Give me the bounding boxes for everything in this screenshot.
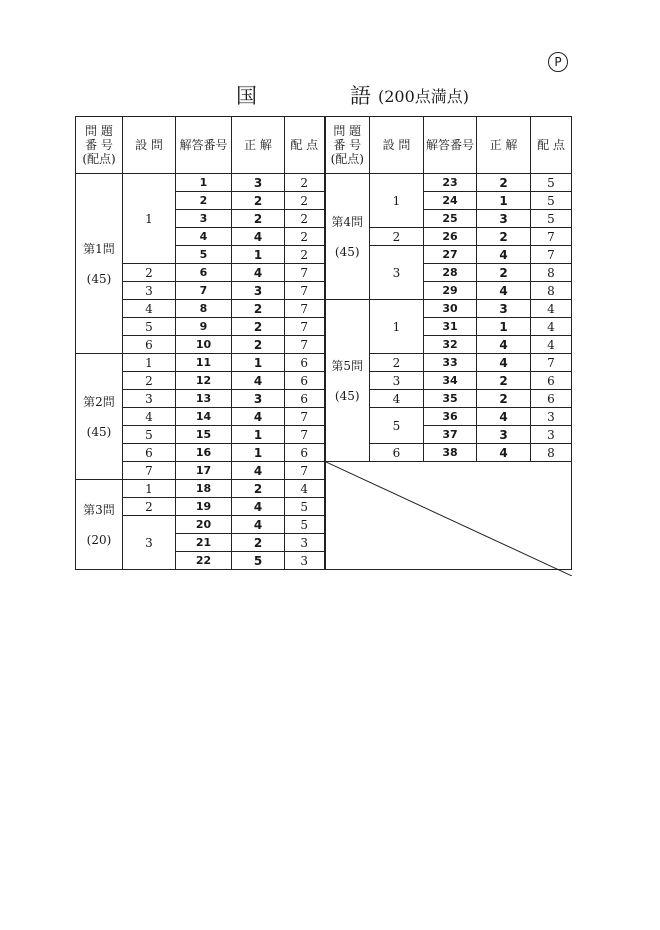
correct-answer: 3 [477, 210, 531, 228]
section-label-s4 [325, 174, 370, 300]
answer-number: 35 [424, 390, 477, 408]
answer-number: 36 [424, 408, 477, 426]
answer-number: 11 [176, 354, 232, 372]
table-row [76, 318, 572, 336]
correct-answer: 4 [477, 354, 531, 372]
answer-number: 17 [176, 462, 232, 480]
section-points: (45) [86, 424, 112, 439]
answer-number: 31 [424, 318, 477, 336]
score: 6 [285, 354, 325, 372]
score: 4 [531, 336, 572, 354]
answer-number: 7 [176, 282, 232, 300]
correct-answer: 4 [232, 228, 285, 246]
score: 8 [531, 444, 572, 462]
answer-number: 12 [176, 372, 232, 390]
table-row [76, 426, 572, 444]
correct-answer: 4 [477, 408, 531, 426]
section-points: (20) [86, 532, 112, 547]
title-subject: 国 [236, 84, 258, 108]
table-row [76, 354, 572, 372]
answer-number: 20 [176, 516, 232, 534]
correct-answer: 1 [477, 318, 531, 336]
question-number: 3 [370, 246, 424, 300]
correct-answer: 2 [477, 228, 531, 246]
score: 7 [531, 246, 572, 264]
question-number: 4 [123, 300, 176, 318]
table-row [76, 390, 572, 408]
correct-answer: 2 [232, 318, 285, 336]
table-row [76, 264, 572, 282]
section-points: (45) [334, 244, 360, 259]
answer-number: 25 [424, 210, 477, 228]
section-name: 第3問 [83, 502, 115, 517]
table-row [76, 174, 572, 192]
diagonal-line [326, 462, 572, 576]
table-row [76, 282, 572, 300]
correct-answer: 4 [232, 264, 285, 282]
score: 3 [531, 426, 572, 444]
table-row [76, 462, 572, 480]
score: 7 [531, 354, 572, 372]
question-number: 5 [370, 408, 424, 444]
title-points: (200点満点) [378, 87, 470, 106]
score: 3 [285, 534, 325, 552]
score: 4 [531, 318, 572, 336]
score: 3 [285, 552, 325, 570]
score: 5 [285, 516, 325, 534]
score: 2 [285, 174, 325, 192]
question-number: 2 [123, 372, 176, 390]
correct-answer: 3 [232, 390, 285, 408]
answer-number: 5 [176, 246, 232, 264]
question-number: 6 [123, 444, 176, 462]
answer-number: 22 [176, 552, 232, 570]
correct-answer: 1 [232, 354, 285, 372]
correct-answer: 2 [477, 264, 531, 282]
score: 7 [285, 426, 325, 444]
answer-number: 6 [176, 264, 232, 282]
answer-number: 27 [424, 246, 477, 264]
score: 6 [285, 444, 325, 462]
question-number: 3 [123, 516, 176, 570]
page-title [0, 80, 660, 110]
question-number: 1 [370, 300, 424, 354]
question-number: 2 [123, 264, 176, 282]
right-header-question: 設 問 [370, 117, 424, 174]
score: 7 [285, 462, 325, 480]
score: 6 [285, 372, 325, 390]
score: 2 [285, 210, 325, 228]
correct-answer: 5 [232, 552, 285, 570]
answer-number: 37 [424, 426, 477, 444]
answer-key-table [75, 116, 572, 570]
score: 2 [285, 246, 325, 264]
question-number: 7 [123, 462, 176, 480]
answer-number: 30 [424, 300, 477, 318]
left-header-answer-no: 解答番号 [176, 117, 232, 174]
correct-answer: 1 [477, 192, 531, 210]
correct-answer: 1 [232, 444, 285, 462]
right-header-section: 問 題 番 号 (配点) [325, 117, 370, 174]
correct-answer: 2 [477, 174, 531, 192]
correct-answer: 4 [232, 372, 285, 390]
left-header-question: 設 問 [123, 117, 176, 174]
version-mark: P [548, 52, 568, 72]
correct-answer: 4 [477, 444, 531, 462]
score: 5 [531, 192, 572, 210]
correct-answer: 3 [232, 174, 285, 192]
answer-number: 9 [176, 318, 232, 336]
section-name: 第5問 [331, 358, 364, 373]
score: 5 [285, 498, 325, 516]
question-number: 2 [370, 354, 424, 372]
score: 5 [531, 174, 572, 192]
score: 7 [285, 408, 325, 426]
score: 6 [531, 372, 572, 390]
answer-number: 10 [176, 336, 232, 354]
left-header-score: 配 点 [285, 117, 325, 174]
correct-answer: 2 [232, 210, 285, 228]
score: 4 [531, 300, 572, 318]
answer-number: 34 [424, 372, 477, 390]
answer-number: 13 [176, 390, 232, 408]
correct-answer: 2 [477, 372, 531, 390]
correct-answer: 3 [477, 300, 531, 318]
answer-number: 32 [424, 336, 477, 354]
header-row [76, 117, 572, 174]
right-header-score: 配 点 [531, 117, 572, 174]
score: 2 [285, 228, 325, 246]
question-number: 1 [123, 174, 176, 264]
correct-answer: 1 [232, 246, 285, 264]
score: 3 [531, 408, 572, 426]
correct-answer: 2 [477, 390, 531, 408]
section-name: 第2問 [83, 394, 115, 409]
score: 7 [285, 300, 325, 318]
question-number: 4 [123, 408, 176, 426]
table-row [76, 336, 572, 354]
correct-answer: 2 [232, 300, 285, 318]
correct-answer: 4 [232, 498, 285, 516]
score: 7 [285, 336, 325, 354]
correct-answer: 4 [232, 408, 285, 426]
table-row [76, 300, 572, 318]
question-number: 6 [123, 336, 176, 354]
answer-number: 4 [176, 228, 232, 246]
correct-answer: 3 [477, 426, 531, 444]
correct-answer: 3 [232, 282, 285, 300]
answer-number: 19 [176, 498, 232, 516]
section-points: (45) [334, 388, 360, 403]
question-number: 3 [123, 282, 176, 300]
question-number: 6 [370, 444, 424, 462]
section-name: 第1問 [83, 241, 115, 256]
correct-answer: 2 [232, 534, 285, 552]
title-subject-2: 語 [350, 84, 371, 108]
question-number: 1 [123, 354, 176, 372]
correct-answer: 4 [477, 282, 531, 300]
answer-number: 24 [424, 192, 477, 210]
left-header-correct: 正 解 [232, 117, 285, 174]
right-header-correct: 正 解 [477, 117, 531, 174]
correct-answer: 4 [232, 462, 285, 480]
answer-number: 3 [176, 210, 232, 228]
correct-answer: 2 [232, 192, 285, 210]
answer-number: 29 [424, 282, 477, 300]
blank-cell [325, 462, 572, 570]
correct-answer: 2 [232, 480, 285, 498]
score: 5 [531, 210, 572, 228]
score: 7 [285, 318, 325, 336]
question-number: 1 [123, 480, 176, 498]
section-name: 第4問 [331, 214, 364, 229]
score: 8 [531, 264, 572, 282]
question-number: 5 [123, 318, 176, 336]
section-points: (45) [86, 271, 112, 286]
right-header-answer-no: 解答番号 [424, 117, 477, 174]
answer-number: 23 [424, 174, 477, 192]
answer-number: 18 [176, 480, 232, 498]
question-number: 2 [123, 498, 176, 516]
section-label-s1 [76, 174, 123, 354]
question-number: 5 [123, 426, 176, 444]
correct-answer: 4 [232, 516, 285, 534]
table-row [76, 444, 572, 462]
answer-number: 1 [176, 174, 232, 192]
question-number: 1 [370, 174, 424, 228]
answer-number: 26 [424, 228, 477, 246]
section-label-s3 [76, 480, 123, 570]
score: 8 [531, 282, 572, 300]
score: 7 [531, 228, 572, 246]
question-number: 3 [123, 390, 176, 408]
answer-number: 2 [176, 192, 232, 210]
score: 7 [285, 264, 325, 282]
left-header-section: 問 題 番 号 (配点) [76, 117, 123, 174]
question-number: 4 [370, 390, 424, 408]
answer-number: 15 [176, 426, 232, 444]
answer-number: 14 [176, 408, 232, 426]
answer-number: 16 [176, 444, 232, 462]
question-number: 3 [370, 372, 424, 390]
answer-number: 21 [176, 534, 232, 552]
answer-number: 38 [424, 444, 477, 462]
correct-answer: 1 [232, 426, 285, 444]
answer-number: 8 [176, 300, 232, 318]
section-label-s2 [76, 354, 123, 480]
table-row [76, 408, 572, 426]
score: 4 [285, 480, 325, 498]
question-number: 2 [370, 228, 424, 246]
score: 6 [531, 390, 572, 408]
section-label-s5 [325, 300, 370, 462]
score: 6 [285, 390, 325, 408]
table-row [76, 372, 572, 390]
score: 7 [285, 282, 325, 300]
score: 2 [285, 192, 325, 210]
answer-number: 33 [424, 354, 477, 372]
correct-answer: 4 [477, 336, 531, 354]
correct-answer: 2 [232, 336, 285, 354]
answer-number: 28 [424, 264, 477, 282]
correct-answer: 4 [477, 246, 531, 264]
